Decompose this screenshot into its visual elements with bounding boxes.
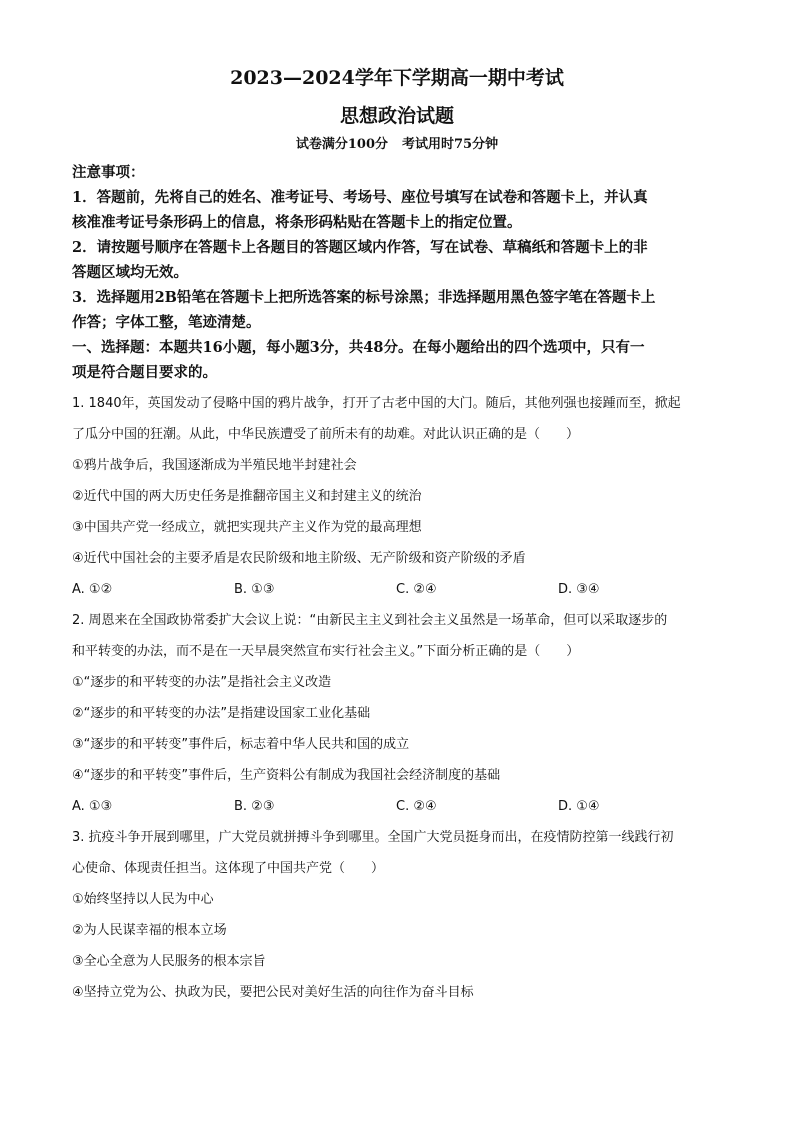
question-item: ④坚持立党为公、执政为民，要把公民对美好生活的向往作为奋斗目标 [72,985,474,1000]
question-item: ①始终坚持以人民为中心 [72,892,214,907]
option-b: B. ②③ [234,799,275,814]
question-stem: 1. 1840年，英国发动了侵略中国的鸦片战争，打开了古老中国的大门。随后，其他列强也接踵而至，掀起 [72,396,681,411]
notice-line: 3．选择题用2B铅笔在答题卡上把所选答案的标号涂黑；非选择题用黑色签字笔在答题卡上 [72,289,656,306]
question-item: ③中国共产党一经成立，就把实现共产主义作为党的最高理想 [72,520,422,535]
option-c: C. ②④ [396,799,437,814]
notice-line: 2．请按题号顺序在答题卡上各题目的答题区域内作答，写在试卷、草稿纸和答题卡上的非 [72,239,648,256]
option-a: A. ①③ [72,799,113,814]
question-item: ②近代中国的两大历史任务是推翻帝国主义和封建主义的统治 [72,489,422,504]
notice-line: 作答；字体工整，笔迹清楚。 [72,314,261,331]
question-3 [72,822,722,1008]
option-c: C. ②④ [396,582,437,597]
notice-line: 1．答题前，先将自己的姓名、准考证号、考场号、座位号填写在试卷和答题卡上，并认真 [72,189,648,206]
notice-block [72,160,722,335]
exam-duration: 考试用时75分钟 [402,137,499,152]
option-d: D. ①④ [558,799,600,814]
exam-title: 2023—2024学年下学期高一期中考试 [230,67,564,89]
section-heading: 项是符合题目要求的。 [72,364,217,381]
question-stem: 了瓜分中国的狂潮。从此，中华民族遭受了前所未有的劫难。对此认识正确的是（ ） [72,427,580,442]
exam-meta [72,136,722,154]
question-item: ③全心全意为人民服务的根本宗旨 [72,954,266,969]
question-stem: 3. 抗疫斗争开展到哪里，广大党员就拼搏斗争到哪里。全国广大党员挺身而出，在疫情防控第一线践行初 [72,830,674,845]
notice-line: 核准准考证号条形码上的信息，将条形码粘贴在答题卡上的指定位置。 [72,214,522,231]
full-score: 试卷满分100分 [295,137,389,152]
question-2 [72,605,722,822]
question-stem: 2. 周恩来在全国政协常委扩大会议上说：“由新民主主义到社会主义虽然是一场革命，但可以采取逐步的 [72,613,668,628]
question-1 [72,388,722,605]
question-stem: 心使命、体现责任担当。这体现了中国共产党（ ） [72,861,385,876]
answer-options [72,791,722,822]
option-d: D. ③④ [558,582,600,597]
notice-heading: 注意事项： [72,164,145,181]
question-item: ③“逐步的和平转变”事件后，标志着中华人民共和国的成立 [72,737,410,752]
question-item: ④“逐步的和平转变”事件后，生产资料公有制成为我国社会经济制度的基础 [72,768,501,783]
answer-options [72,574,722,605]
exam-subject: 思想政治试题 [339,105,454,127]
question-item: ②为人民谋幸福的根本立场 [72,923,227,938]
question-stem: 和平转变的办法，而不是在一天早晨突然宣布实行社会主义。”下面分析正确的是（ ） [72,644,580,659]
option-b: B. ①③ [234,582,275,597]
option-a: A. ①② [72,582,113,597]
question-item: ①“逐步的和平转变的办法”是指社会主义改造 [72,675,332,690]
question-item: ①鸦片战争后，我国逐渐成为半殖民地半封建社会 [72,458,357,473]
question-item: ④近代中国社会的主要矛盾是农民阶级和地主阶级、无产阶级和资产阶级的矛盾 [72,551,526,566]
notice-line: 答题区域均无效。 [72,264,188,281]
question-item: ②“逐步的和平转变的办法”是指建设国家工业化基础 [72,706,371,721]
section-heading: 一、选择题：本题共16小题，每小题3分，共48分。在每小题给出的四个选项中，只有一 [72,339,645,356]
